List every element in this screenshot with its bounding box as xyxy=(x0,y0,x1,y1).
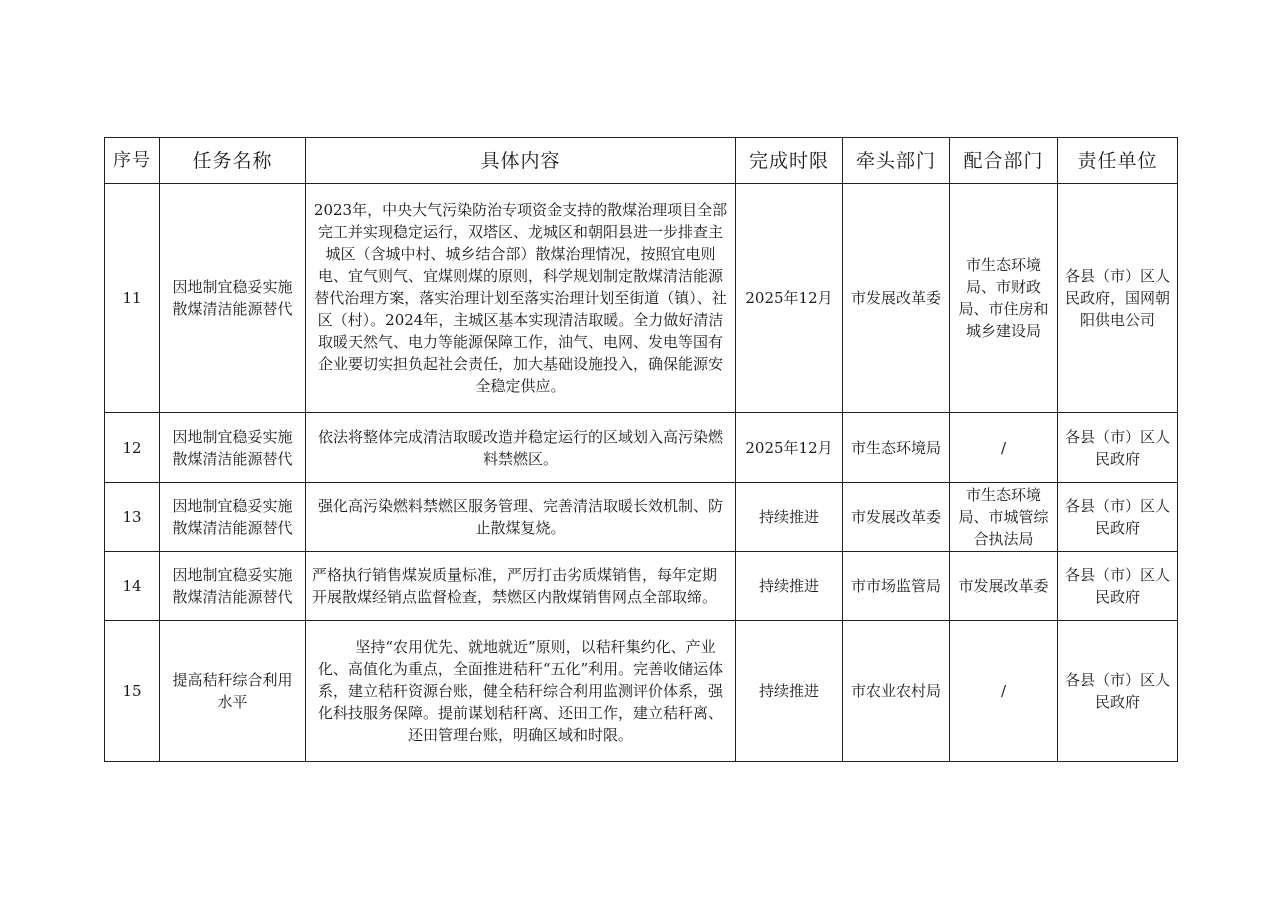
cell-content: 依法将整体完成清洁取暖改造并稳定运行的区域划入高污染燃料禁燃区。 xyxy=(306,413,736,483)
cell-deadline: 持续推进 xyxy=(736,621,843,762)
cell-lead: 市农业农村局 xyxy=(843,621,950,762)
header-content: 具体内容 xyxy=(306,138,736,184)
cell-resp: 各县（市）区人民政府 xyxy=(1058,413,1178,483)
cell-coop: / xyxy=(950,413,1058,483)
cell-lead: 市市场监管局 xyxy=(843,552,950,621)
cell-coop: 市生态环境局、市城管综合执法局 xyxy=(950,483,1058,552)
header-coop: 配合部门 xyxy=(950,138,1058,184)
table-row xyxy=(105,483,1178,552)
task-table xyxy=(104,137,1178,762)
cell-resp: 各县（市）区人民政府 xyxy=(1058,552,1178,621)
cell-lead: 市发展改革委 xyxy=(843,483,950,552)
cell-lead: 市生态环境局 xyxy=(843,413,950,483)
cell-seq: 11 xyxy=(105,184,160,413)
cell-coop: / xyxy=(950,621,1058,762)
cell-seq: 14 xyxy=(105,552,160,621)
cell-deadline: 持续推进 xyxy=(736,552,843,621)
header-lead: 牵头部门 xyxy=(843,138,950,184)
cell-deadline: 2025年12月 xyxy=(736,184,843,413)
cell-seq: 12 xyxy=(105,413,160,483)
cell-content: 强化高污染燃料禁燃区服务管理、完善清洁取暖长效机制、防止散煤复烧。 xyxy=(306,483,736,552)
cell-resp: 各县（市）区人民政府 xyxy=(1058,483,1178,552)
cell-deadline: 2025年12月 xyxy=(736,413,843,483)
cell-deadline: 持续推进 xyxy=(736,483,843,552)
cell-task: 因地制宜稳妥实施散煤清洁能源替代 xyxy=(160,483,306,552)
header-task: 任务名称 xyxy=(160,138,306,184)
cell-task: 提高秸秆综合利用水平 xyxy=(160,621,306,762)
cell-lead: 市发展改革委 xyxy=(843,184,950,413)
table-row xyxy=(105,184,1178,413)
header-seq: 序号 xyxy=(105,138,160,184)
cell-task: 因地制宜稳妥实施散煤清洁能源替代 xyxy=(160,552,306,621)
cell-seq: 13 xyxy=(105,483,160,552)
cell-content: 2023年，中央大气污染防治专项资金支持的散煤治理项目全部完工并实现稳定运行，双塔区、龙城区和朝阳县进一步排查主城区（含城中村、城乡结合部）散煤治理情况，按照宜电则电、宜气则气、宜煤则煤的原则，科学规划制定散煤清洁能源替代治理方案，落实治理计划至落实治理计划至街道（镇）、社区（村）。2024年，主城区基本实现清洁取暖。全力做好清洁取暖天然气、电力等能源保障工作，油气、电网、发电等国有企业要切实担负起社会责任，加大基础设施投入，确保能源安全稳定供应。 xyxy=(306,184,736,413)
cell-content: 严格执行销售煤炭质量标准，严厉打击劣质煤销售，每年定期开展散煤经销点监督检查，禁燃区内散煤销售网点全部取缔。 xyxy=(306,552,736,621)
cell-seq: 15 xyxy=(105,621,160,762)
header-resp: 责任单位 xyxy=(1058,138,1178,184)
table-header-row xyxy=(105,138,1178,184)
cell-coop: 市发展改革委 xyxy=(950,552,1058,621)
cell-task: 因地制宜稳妥实施散煤清洁能源替代 xyxy=(160,184,306,413)
table-row xyxy=(105,621,1178,762)
cell-task: 因地制宜稳妥实施散煤清洁能源替代 xyxy=(160,413,306,483)
cell-resp: 各县（市）区人民政府 xyxy=(1058,621,1178,762)
table-row xyxy=(105,552,1178,621)
table-row xyxy=(105,413,1178,483)
cell-coop: 市生态环境局、市财政局、市住房和城乡建设局 xyxy=(950,184,1058,413)
task-table-container xyxy=(104,137,1177,762)
cell-content: 坚持“农用优先、就地就近”原则，以秸秆集约化、产业化、高值化为重点，全面推进秸秆“五化”利用。完善收储运体系，建立秸秆资源台账，健全秸秆综合利用监测评价体系，强化科技服务保障。提前谋划秸秆离、还田工作，建立秸秆离、还田管理台账，明确区域和时限。 xyxy=(306,621,736,762)
cell-resp: 各县（市）区人民政府，国网朝阳供电公司 xyxy=(1058,184,1178,413)
header-deadline: 完成时限 xyxy=(736,138,843,184)
